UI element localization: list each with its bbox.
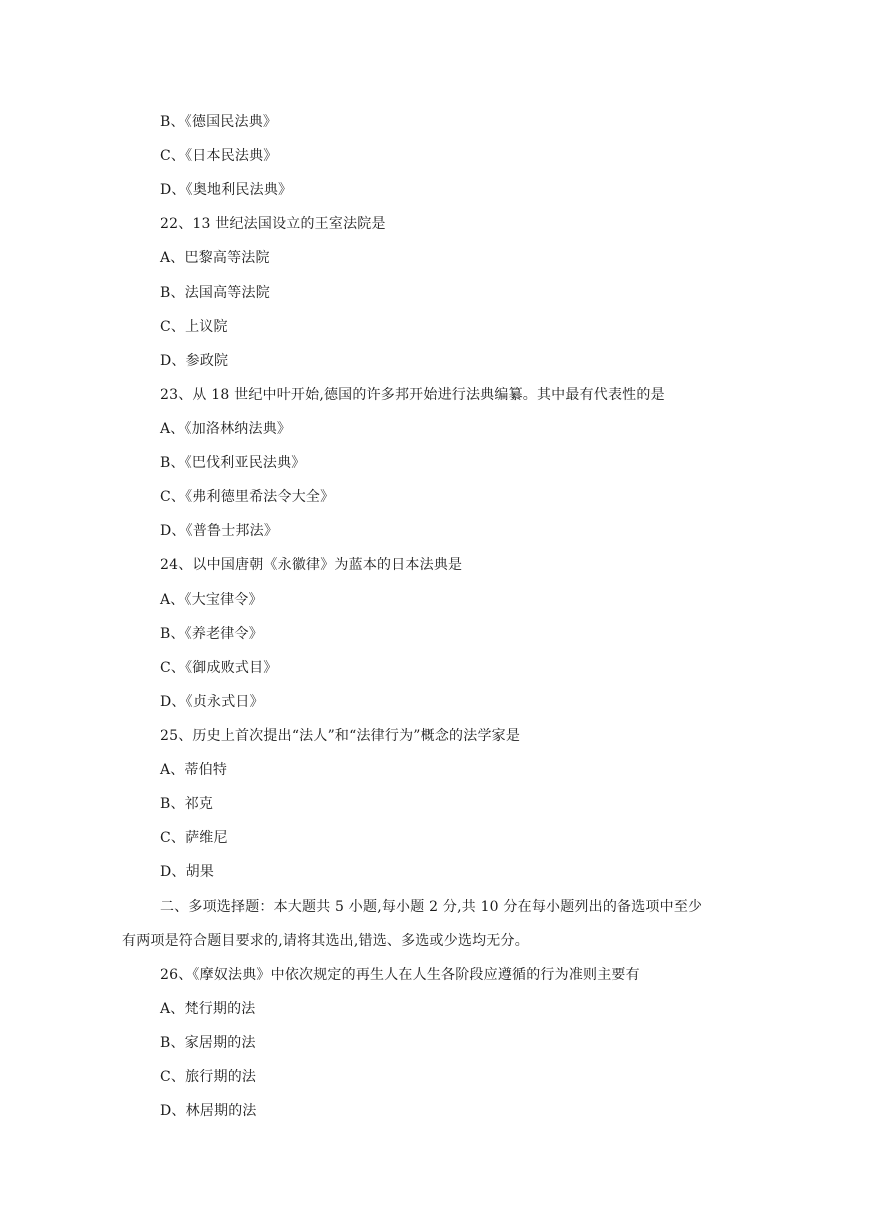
question-26: 26、《摩奴法典》中依次规定的再生人在人生各阶段应遵循的行为准则主要有	[160, 967, 640, 983]
question-24: 24、以中国唐朝《永徽律》为蓝本的日本法典是	[160, 557, 463, 573]
option-b-q24: B、《养老律令》	[160, 626, 263, 642]
question-25: 25、历史上首次提出“法人”和“法律行为”概念的法学家是	[160, 728, 521, 744]
option-b-q21: B、《德国民法典》	[160, 114, 278, 130]
question-23: 23、从 18 世纪中叶开始,德国的许多邦开始进行法典编纂。其中最有代表性的是	[160, 387, 665, 403]
option-b-q26: B、家居期的法	[160, 1035, 256, 1051]
option-c-q25: C、萨维尼	[160, 830, 228, 846]
option-a-q23: A、《加洛林纳法典》	[160, 421, 292, 437]
question-22: 22、13 世纪法国设立的王室法院是	[160, 216, 386, 232]
option-d-q23: D、《普鲁士邦法》	[160, 523, 279, 539]
option-a-q25: A、蒂伯特	[160, 762, 228, 778]
option-a-q26: A、梵行期的法	[160, 1001, 256, 1017]
option-c-q23: C、《弗利德里希法令大全》	[160, 489, 335, 505]
option-b-q22: B、法国高等法院	[160, 285, 270, 301]
option-c-q26: C、旅行期的法	[160, 1069, 257, 1085]
option-d-q21: D、《奥地利民法典》	[160, 182, 293, 198]
option-a-q22: A、巴黎高等法院	[160, 250, 270, 266]
option-d-q25: D、胡果	[160, 864, 215, 880]
option-d-q24: D、《贞永式日》	[160, 694, 264, 710]
option-c-q22: C、上议院	[160, 319, 228, 335]
option-d-q26: D、林居期的法	[160, 1103, 257, 1119]
option-b-q23: B、《巴伐利亚民法典》	[160, 455, 306, 471]
option-b-q25: B、祁克	[160, 796, 214, 812]
section-heading-continuation: 有两项是符合题目要求的,请将其选出,错选、多选或少选均无分。	[122, 933, 529, 949]
option-c-q21: C、《日本民法典》	[160, 148, 278, 164]
option-c-q24: C、《御成败式目》	[160, 660, 278, 676]
option-d-q22: D、参政院	[160, 353, 229, 369]
option-a-q24: A、《大宝律令》	[160, 592, 263, 608]
section-heading-multiple-choice: 二、多项选择题：本大题共 5 小题,每小题 2 分,共 10 分在每小题列出的备选项中至少	[160, 899, 703, 915]
